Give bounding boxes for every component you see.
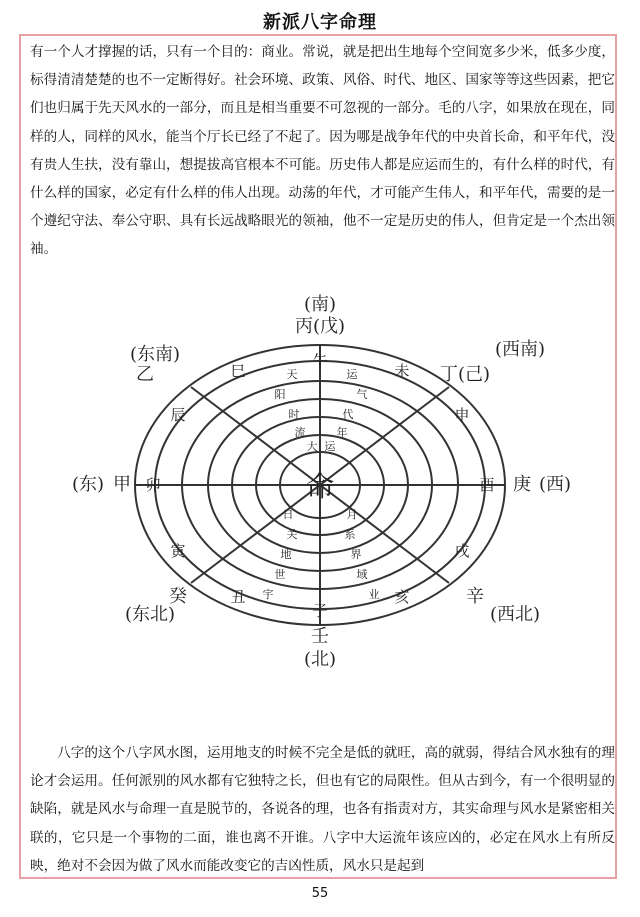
label-yi: 乙 xyxy=(136,364,154,385)
branch-xu: 戌 xyxy=(454,542,470,560)
branch-wei: 未 xyxy=(394,362,410,380)
inner-shi2: 世 xyxy=(274,568,286,581)
page-header-title: 新派八字命理 xyxy=(263,12,377,33)
inner-yue: 月 xyxy=(346,508,358,521)
inner-yu2: 域 xyxy=(356,568,368,581)
label-gui: 癸 xyxy=(169,586,187,607)
inner-qi: 气 xyxy=(356,388,368,401)
paragraph-2: 八字的这个八字风水图，运用地支的时候不完全是低的就旺，高的就弱，得结合风水独有的理论才会运用。任何派别的风水都有它独特之长，但也有它的局限性。但从古到今，有一个很明显的缺陷，就是风水与命理一直是脱节的，各说各的理，也各有指责对方，其实命理与风水是紧密相关联的，它只是一个事物的二面，谁也离不开谁。八字中大运流年该应凶的，必定在风水上有所反映，绝对不会因为做了风水而能改变它的吉凶性质，风水只是起到 xyxy=(30,745,615,874)
branch-chen: 辰 xyxy=(170,406,186,424)
branch-chou: 丑 xyxy=(230,588,246,606)
inner-jie: 界 xyxy=(350,548,362,561)
page-number: 55 xyxy=(311,886,329,901)
branch-you: 酉 xyxy=(479,476,495,494)
label-geng: 庚 xyxy=(513,474,531,495)
dir-east: (东) xyxy=(71,474,105,495)
inner-yun: 运 xyxy=(346,368,358,381)
inner-liu: 流 xyxy=(294,426,306,439)
dir-south: (南) xyxy=(303,294,337,315)
label-bing-wu: 丙(戊) xyxy=(294,316,346,337)
dir-northeast: (东北) xyxy=(124,604,176,625)
dir-northwest: (西北) xyxy=(489,604,541,625)
branch-zi: 子 xyxy=(312,602,328,620)
dir-north: (北) xyxy=(303,649,337,670)
inner-xi: 系 xyxy=(344,528,356,541)
branch-yin: 寅 xyxy=(170,542,186,560)
inner-ri: 日 xyxy=(282,508,294,521)
label-ding-ji: 丁(己) xyxy=(439,364,491,385)
paragraph-1: 有一个人才撑握的话，只有一个目的：商业。常说，就是把出生地每个空间宽多少米，低多少度，标得清清楚楚的也不一定断得好。社会环境、政策、风俗、时代、地区、国家等等这些因素，把它们也归属于先天风水的一部分，而且是相当重要不可忽视的一部分。毛的八字，如果放在现在，同样的人，同样的风水，能当个厅长已经了不起了。因为哪是战争年代的中央首长命，和平年代，没有贵人生扶，没有靠山，想提拔高官根本不可能。历史伟人都是应运而生的，有什么样的时代，有什么样的国家，必定有什么样的伟人出现。动荡的年代，才可能产生伟人，和平年代，需要的是一个遵纪守法、奉公守职、具有长远战略眼光的领袖，他不一定是历史的伟人，但肯定是一个杰出领袖。 xyxy=(30,44,615,258)
inner-mu: 阳 xyxy=(274,388,286,401)
label-jia: 甲 xyxy=(113,474,131,495)
inner-nian: 年 xyxy=(336,426,348,439)
label-xin: 辛 xyxy=(466,586,484,607)
inner-tian: 天 xyxy=(286,368,298,381)
inner-dai: 代 xyxy=(342,408,354,421)
branch-si: 巳 xyxy=(230,362,246,380)
label-ren: 壬 xyxy=(311,626,329,647)
branch-wu: 午 xyxy=(312,352,328,370)
inner-ye: 业 xyxy=(368,588,380,601)
bazi-fengshui-diagram xyxy=(60,280,580,680)
dir-southeast: (东南) xyxy=(129,344,181,365)
center-ming: 命 xyxy=(305,470,335,503)
branch-mao: 卯 xyxy=(145,476,161,494)
diagram-svg xyxy=(60,280,580,680)
inner-guan: 关 xyxy=(286,528,298,541)
inner-shi: 时 xyxy=(288,408,300,421)
branch-shen: 申 xyxy=(454,406,470,424)
branch-hai: 亥 xyxy=(394,588,410,606)
inner-yun2: 运 xyxy=(324,440,336,453)
inner-da: 大 xyxy=(306,440,318,453)
inner-di: 地 xyxy=(280,548,292,561)
dir-southwest: (西南) xyxy=(494,339,546,360)
inner-yu: 宇 xyxy=(262,588,274,601)
dir-west: (西) xyxy=(538,474,572,495)
